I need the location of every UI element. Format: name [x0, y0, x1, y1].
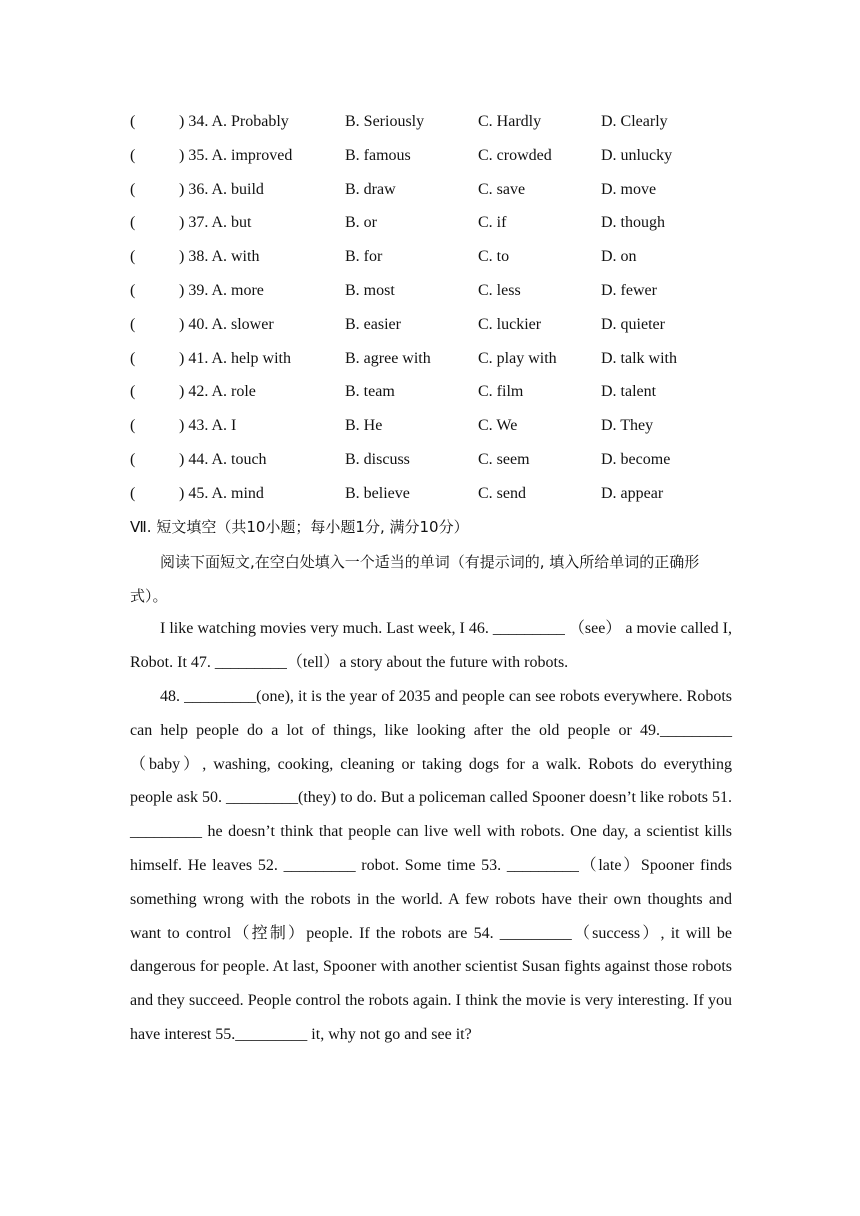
option-c: C. save	[478, 180, 526, 198]
answer-bracket[interactable]: (	[130, 450, 136, 468]
option-c: C. send	[478, 484, 526, 502]
question-row	[130, 477, 750, 511]
answer-bracket[interactable]: (	[130, 180, 136, 198]
option-b: B. draw	[345, 180, 396, 198]
option-a: ) 39. A. more	[179, 281, 264, 299]
option-b: B. team	[345, 383, 395, 401]
option-c: C. if	[478, 214, 507, 232]
question-row	[130, 342, 750, 376]
question-row	[130, 443, 750, 477]
section-title: Ⅶ. 短文填空（共10小题；每小题1分, 满分10分）	[130, 518, 469, 536]
answer-bracket[interactable]: (	[130, 146, 136, 164]
option-a: ) 43. A. I	[179, 417, 237, 435]
option-c: C. luckier	[478, 315, 542, 333]
answer-bracket[interactable]: (	[130, 383, 136, 401]
option-b: B. most	[345, 281, 395, 299]
option-d: D. though	[601, 214, 665, 232]
option-d: D. appear	[601, 484, 664, 502]
option-a: ) 40. A. slower	[179, 315, 274, 333]
question-row	[130, 105, 750, 139]
option-b: B. for	[345, 248, 383, 266]
option-c: C. film	[478, 383, 524, 401]
multiple-choice-list	[130, 105, 750, 511]
option-b: B. famous	[345, 146, 411, 164]
option-c: C. seem	[478, 450, 530, 468]
option-b: B. Seriously	[345, 113, 425, 130]
option-a: ) 42. A. role	[179, 383, 256, 401]
option-d: D. on	[601, 248, 637, 266]
passage-paragraph-2: 48. _________(one), it is the year of 2035 and people can see robots everywhere. Robots can help people do a lot of things, like looking after the old people or 49._________（baby）, washing, cooking, cleaning or taking dogs for a walk. Robots do everything people ask 50. _________(they) to do. But a policeman called Spooner doesn’t like robots 51. _________ he doesn’t think that people can live well with robots. One day, a scientist kills himself. He leaves 52. _________ robot. Some time 53. _________（late）Spooner finds something wrong with the robots in the world. A few robots have their own thoughts and want to control（控制）people. If the robots are 54. _________（success）, it will be dangerous for people. At last, Spooner with another scientist Susan fights against those robots and they succeed. People control the robots again. I think the movie is very interesting. If you have interest 55._________ it, why not go and see it?	[130, 688, 732, 1043]
option-d: D. become	[601, 450, 671, 468]
passage-paragraph-1: I like watching movies very much. Last week, I 46. _________ （see） a movie called I, Robot. It 47. _________（tell）a story about the future with robots.	[130, 620, 732, 671]
option-c: C. to	[478, 248, 510, 266]
answer-bracket[interactable]: (	[130, 349, 136, 367]
answer-bracket[interactable]: (	[130, 113, 136, 130]
option-a: ) 34. A. Probably	[179, 113, 289, 130]
option-a: ) 45. A. mind	[179, 484, 264, 502]
question-row	[130, 240, 750, 274]
option-d: D. quieter	[601, 315, 665, 333]
option-c: C. We	[478, 417, 518, 435]
option-b: B. agree with	[345, 349, 431, 367]
option-d: D. They	[601, 417, 654, 435]
option-a: ) 44. A. touch	[179, 450, 267, 468]
answer-bracket[interactable]: (	[130, 417, 136, 435]
question-row	[130, 206, 750, 240]
option-d: D. unlucky	[601, 146, 673, 164]
option-c: C. play with	[478, 349, 557, 367]
option-b: B. believe	[345, 484, 410, 502]
option-c: C. Hardly	[478, 113, 542, 130]
option-a: ) 36. A. build	[179, 180, 264, 198]
option-b: B. easier	[345, 315, 401, 333]
section-instructions: 阅读下面短文,在空白处填入一个适当的单词（有提示词的, 填入所给单词的正确形式）。	[130, 553, 700, 605]
option-b: B. He	[345, 417, 383, 435]
option-d: D. Clearly	[601, 113, 668, 130]
question-row	[130, 139, 750, 173]
option-d: D. talk with	[601, 349, 677, 367]
question-row	[130, 308, 750, 342]
option-c: C. less	[478, 281, 521, 299]
option-a: ) 38. A. with	[179, 248, 260, 266]
question-row	[130, 173, 750, 207]
option-b: B. or	[345, 214, 377, 232]
answer-bracket[interactable]: (	[130, 214, 136, 232]
question-row	[130, 274, 750, 308]
option-a: ) 37. A. but	[179, 214, 252, 232]
question-row	[130, 375, 750, 409]
answer-bracket[interactable]: (	[130, 315, 136, 333]
option-d: D. move	[601, 180, 657, 198]
answer-bracket[interactable]: (	[130, 281, 136, 299]
option-b: B. discuss	[345, 450, 410, 468]
answer-bracket[interactable]: (	[130, 484, 136, 502]
answer-bracket[interactable]: (	[130, 248, 136, 266]
option-a: ) 41. A. help with	[179, 349, 291, 367]
option-d: D. fewer	[601, 281, 657, 299]
option-d: D. talent	[601, 383, 657, 401]
option-a: ) 35. A. improved	[179, 146, 293, 164]
question-row	[130, 409, 750, 443]
option-c: C. crowded	[478, 146, 552, 164]
